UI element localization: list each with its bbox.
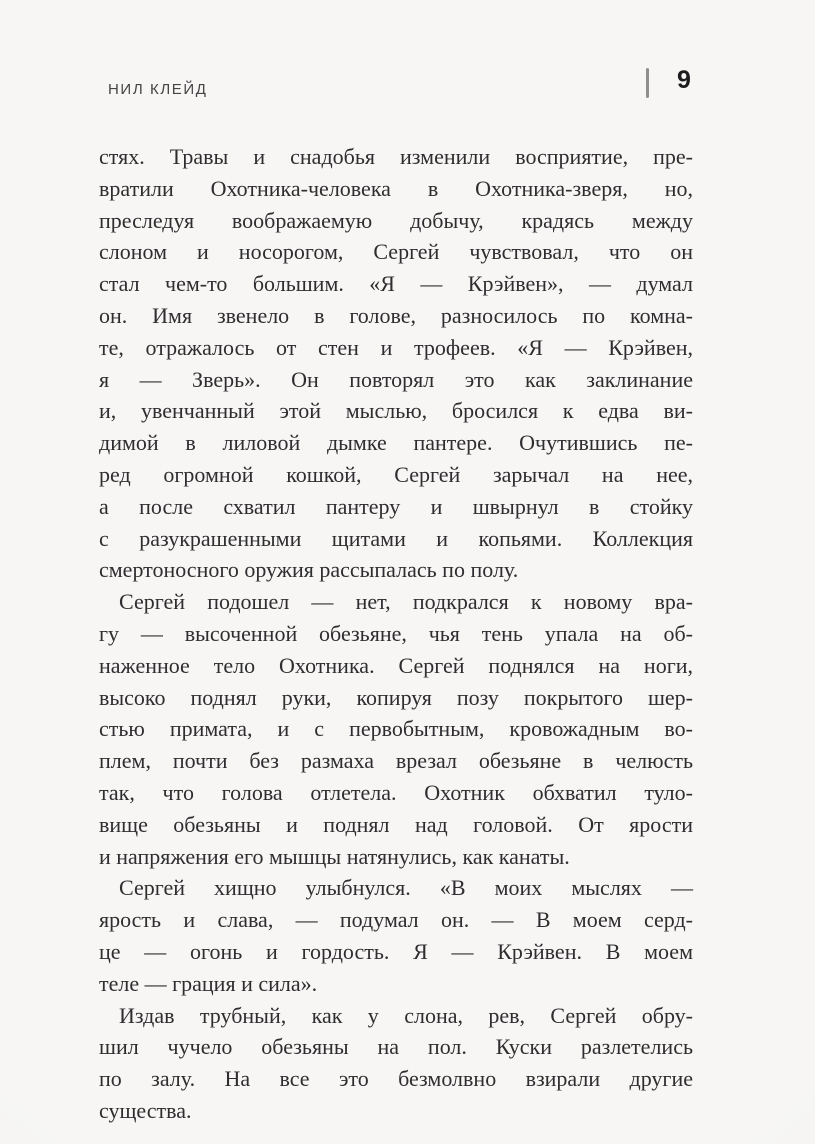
text-line: шил чучело обезьяны на пол. Куски разлетелись bbox=[99, 1034, 693, 1060]
text-line: и напряжения его мышцы натянулись, как канаты. bbox=[99, 843, 570, 869]
text-line: наженное тело Охотника. Сергей поднялся на ноги, bbox=[99, 652, 693, 678]
text-line: и, увенчанный этой мыслью, бросился к едва ви- bbox=[99, 398, 693, 424]
text-line: стал чем-то большим. «Я — Крэйвен», — думал bbox=[99, 271, 693, 297]
text-line: це — огонь и гордость. Я — Крэйвен. В моем bbox=[99, 938, 693, 964]
text-line: димой в лиловой дымке пантере. Очутившись пе- bbox=[99, 430, 693, 456]
page-text bbox=[99, 141, 693, 1127]
running-title: НИЛ КЛЕЙД bbox=[108, 81, 208, 98]
text-line: слоном и носорогом, Сергей чувствовал, что он bbox=[99, 239, 693, 265]
text-line: ред огромной кошкой, Сергей зарычал на нее, bbox=[99, 461, 693, 487]
text-line: стях. Травы и снадобья изменили восприятие, пре- bbox=[99, 144, 693, 169]
text-line: Сергей хищно улыбнулся. «В моих мыслях — bbox=[119, 875, 693, 901]
text-line: стью примата, и с первобытным, кровожадным во- bbox=[99, 716, 693, 742]
text-line: он. Имя звенело в голове, разносилось по комна- bbox=[99, 302, 693, 328]
text-line: вище обезьяны и поднял над головой. От ярости bbox=[99, 811, 693, 837]
text-line: гу — высоченной обезьяне, чья тень упала на об- bbox=[99, 620, 693, 646]
text-line: ярость и слава, — подумал он. — В моем серд- bbox=[99, 907, 693, 933]
text-line: смертоносного оружия рассыпалась по полу. bbox=[99, 557, 519, 583]
text-line: Издав трубный, как у слона, рев, Сергей обру- bbox=[119, 1002, 693, 1028]
text-line: существа. bbox=[99, 1097, 192, 1123]
text-line: по залу. На все это безмолвно взирали другие bbox=[99, 1066, 693, 1092]
text-line: я — Зверь». Он повторял это как заклинание bbox=[99, 366, 693, 392]
text-line: с разукрашенными щитами и копьями. Коллекция bbox=[99, 525, 693, 551]
text-line: преследуя воображаемую добычу, крадясь между bbox=[99, 207, 693, 233]
text-line: а после схватил пантеру и швырнул в стойку bbox=[99, 493, 693, 519]
text-line: так, что голова отлетела. Охотник обхватил туло- bbox=[99, 779, 693, 805]
page-number-divider bbox=[646, 68, 649, 98]
text-line: плем, почти без размаха врезал обезьяне в челюсть bbox=[99, 748, 693, 774]
text-line: теле — грация и сила». bbox=[99, 970, 318, 996]
page-number: 9 bbox=[677, 66, 691, 94]
text-line: те, отражалось от стен и трофеев. «Я — Крэйвен, bbox=[99, 334, 693, 360]
text-line: вратили Охотника-человека в Охотника-зверя, но, bbox=[99, 175, 693, 201]
text-line: высоко поднял руки, копируя позу покрытого шер- bbox=[99, 684, 693, 710]
text-line: Сергей подошел — нет, подкрался к новому вра- bbox=[119, 589, 693, 615]
